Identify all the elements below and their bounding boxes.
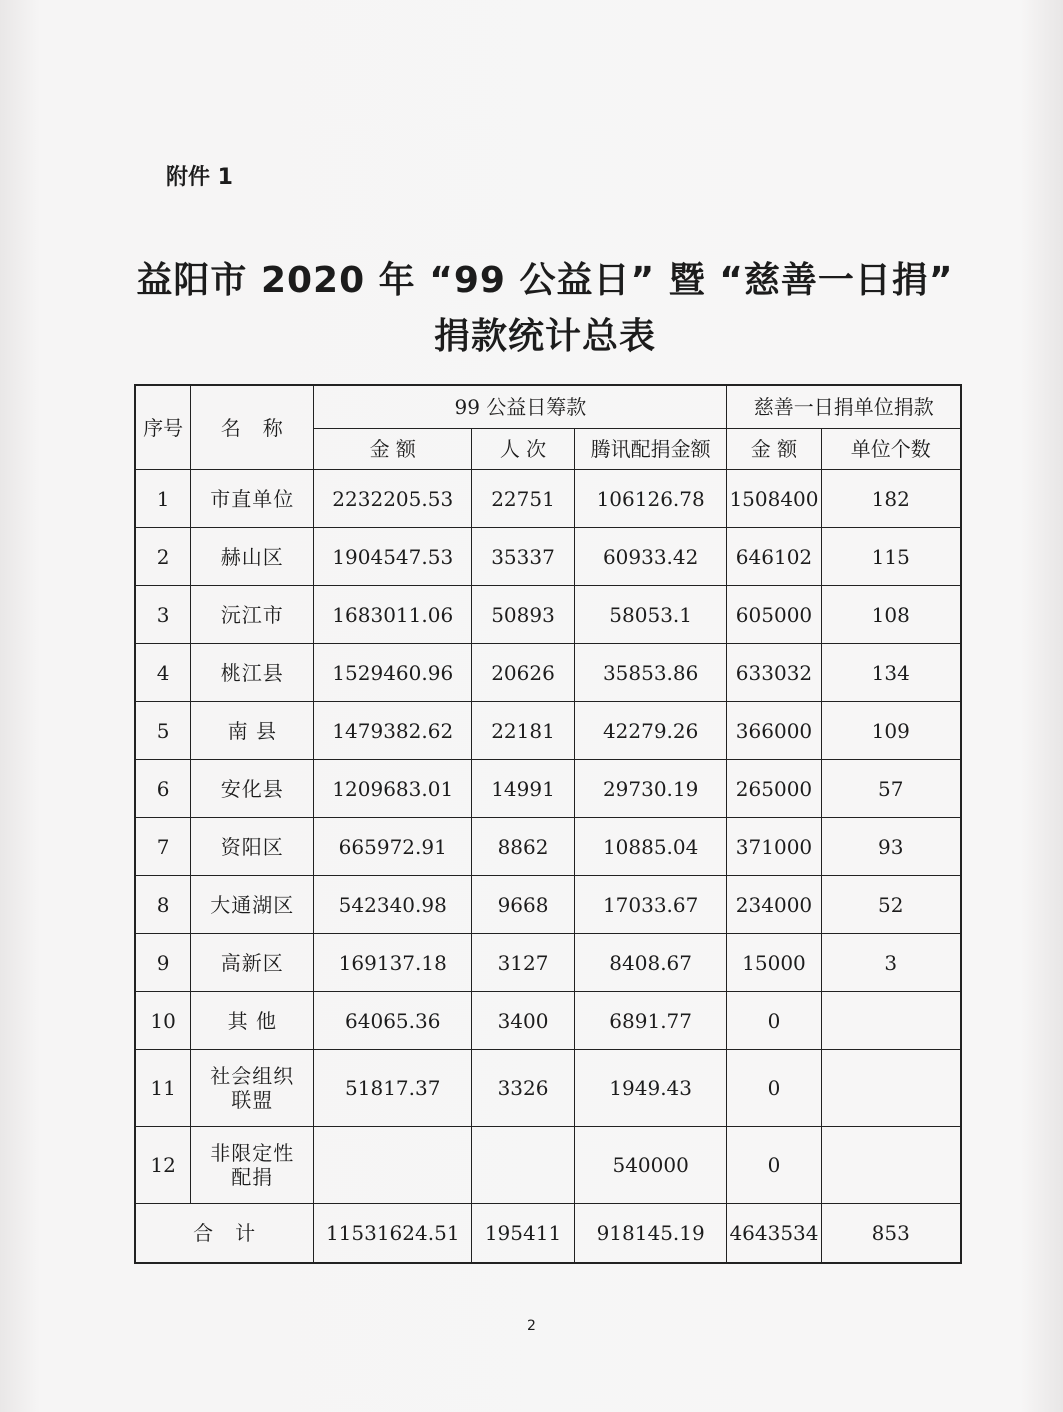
cell-charity-amount: 0 [727,1127,821,1204]
cell-persons: 22181 [472,702,575,760]
cell-charity-amount: 15000 [727,934,821,992]
header-seq: 序号 [135,385,191,470]
attachment-label: 附件 1 [166,165,233,190]
cell-name: 安化县 [191,760,314,818]
cell-persons: 50893 [472,586,575,644]
cell-charity-amount: 265000 [727,760,821,818]
document-title-line1: 益阳市 2020 年 “99 公益日” 暨 “慈善一日捐” [136,260,954,301]
cell-tencent: 10885.04 [574,818,727,876]
table-header-row [135,385,961,429]
table-row [135,1127,961,1204]
cell-name: 南 县 [191,702,314,760]
cell-units [821,1127,961,1204]
cell-name [191,1127,314,1204]
cell-amount: 542340.98 [314,876,472,934]
cell-amount: 1209683.01 [314,760,472,818]
table-row [135,702,961,760]
cell-charity-amount: 0 [727,992,821,1050]
cell-tencent: 29730.19 [574,760,727,818]
total-tencent: 918145.19 [574,1204,727,1264]
cell-charity-amount: 1508400 [727,470,821,528]
cell-seq: 3 [135,586,191,644]
table-row [135,1050,961,1127]
total-amount: 11531624.51 [314,1204,472,1264]
table-row [135,876,961,934]
document-title-line2: 捐款统计总表 [433,316,656,357]
cell-units: 3 [821,934,961,992]
cell-seq: 11 [135,1050,191,1127]
cell-charity-amount: 646102 [727,528,821,586]
cell-name: 赫山区 [191,528,314,586]
cell-persons [472,1127,575,1204]
cell-tencent: 17033.67 [574,876,727,934]
header-amount: 金 额 [314,429,472,470]
table-row [135,760,961,818]
table-row [135,818,961,876]
cell-amount: 665972.91 [314,818,472,876]
cell-amount: 2232205.53 [314,470,472,528]
cell-charity-amount: 633032 [727,644,821,702]
cell-amount: 64065.36 [314,992,472,1050]
cell-name: 其 他 [191,992,314,1050]
cell-seq: 4 [135,644,191,702]
table-row [135,644,961,702]
header-charity-amount: 金 额 [727,429,821,470]
cell-persons: 8862 [472,818,575,876]
cell-name: 桃江县 [191,644,314,702]
cell-tencent: 60933.42 [574,528,727,586]
header-persons: 人 次 [472,429,575,470]
header-group-charity: 慈善一日捐单位捐款 [727,385,961,429]
cell-tencent: 106126.78 [574,470,727,528]
cell-persons: 3127 [472,934,575,992]
cell-persons: 3326 [472,1050,575,1127]
cell-charity-amount: 0 [727,1050,821,1127]
cell-units [821,992,961,1050]
cell-tencent: 540000 [574,1127,727,1204]
cell-seq: 6 [135,760,191,818]
cell-persons: 22751 [472,470,575,528]
cell-tencent: 42279.26 [574,702,727,760]
cell-charity-amount: 366000 [727,702,821,760]
table-total-row [135,1204,961,1264]
cell-amount: 169137.18 [314,934,472,992]
cell-tencent: 8408.67 [574,934,727,992]
total-label: 合 计 [135,1204,314,1264]
table-row [135,586,961,644]
cell-charity-amount: 371000 [727,818,821,876]
header-name: 名 称 [191,385,314,470]
cell-persons: 35337 [472,528,575,586]
cell-seq: 9 [135,934,191,992]
cell-name-line2: 配捐 [231,1165,274,1189]
table-row [135,528,961,586]
cell-units: 52 [821,876,961,934]
cell-units: 115 [821,528,961,586]
cell-name: 资阳区 [191,818,314,876]
table-row [135,470,961,528]
cell-seq: 8 [135,876,191,934]
cell-tencent: 1949.43 [574,1050,727,1127]
cell-seq: 12 [135,1127,191,1204]
cell-units: 57 [821,760,961,818]
cell-amount: 1479382.62 [314,702,472,760]
cell-persons: 3400 [472,992,575,1050]
total-persons: 195411 [472,1204,575,1264]
cell-units [821,1050,961,1127]
cell-seq: 2 [135,528,191,586]
cell-units: 182 [821,470,961,528]
cell-seq: 7 [135,818,191,876]
cell-persons: 9668 [472,876,575,934]
cell-amount: 1904547.53 [314,528,472,586]
header-unit-count: 单位个数 [821,429,961,470]
donation-stats-table [134,384,962,1264]
cell-name: 市直单位 [191,470,314,528]
cell-charity-amount: 605000 [727,586,821,644]
cell-units: 109 [821,702,961,760]
cell-units: 134 [821,644,961,702]
header-tencent: 腾讯配捐金额 [574,429,727,470]
cell-units: 108 [821,586,961,644]
cell-seq: 1 [135,470,191,528]
page-number: 2 [527,1318,536,1334]
cell-persons: 14991 [472,760,575,818]
cell-units: 93 [821,818,961,876]
cell-name-line1: 非限定性 [210,1141,295,1165]
cell-name: 高新区 [191,934,314,992]
cell-amount: 51817.37 [314,1050,472,1127]
table-row [135,934,961,992]
cell-amount: 1683011.06 [314,586,472,644]
cell-tencent: 35853.86 [574,644,727,702]
cell-name: 沅江市 [191,586,314,644]
total-units: 853 [821,1204,961,1264]
cell-tencent: 58053.1 [574,586,727,644]
cell-tencent: 6891.77 [574,992,727,1050]
cell-name [191,1050,314,1127]
header-group-99: 99 公益日筹款 [314,385,727,429]
cell-amount: 1529460.96 [314,644,472,702]
cell-amount [314,1127,472,1204]
cell-name: 大通湖区 [191,876,314,934]
cell-name-line1: 社会组织 [210,1064,295,1088]
cell-charity-amount: 234000 [727,876,821,934]
cell-name-line2: 联盟 [231,1088,274,1112]
cell-seq: 5 [135,702,191,760]
cell-seq: 10 [135,992,191,1050]
total-charity-amount: 4643534 [727,1204,821,1264]
cell-persons: 20626 [472,644,575,702]
table-row [135,992,961,1050]
